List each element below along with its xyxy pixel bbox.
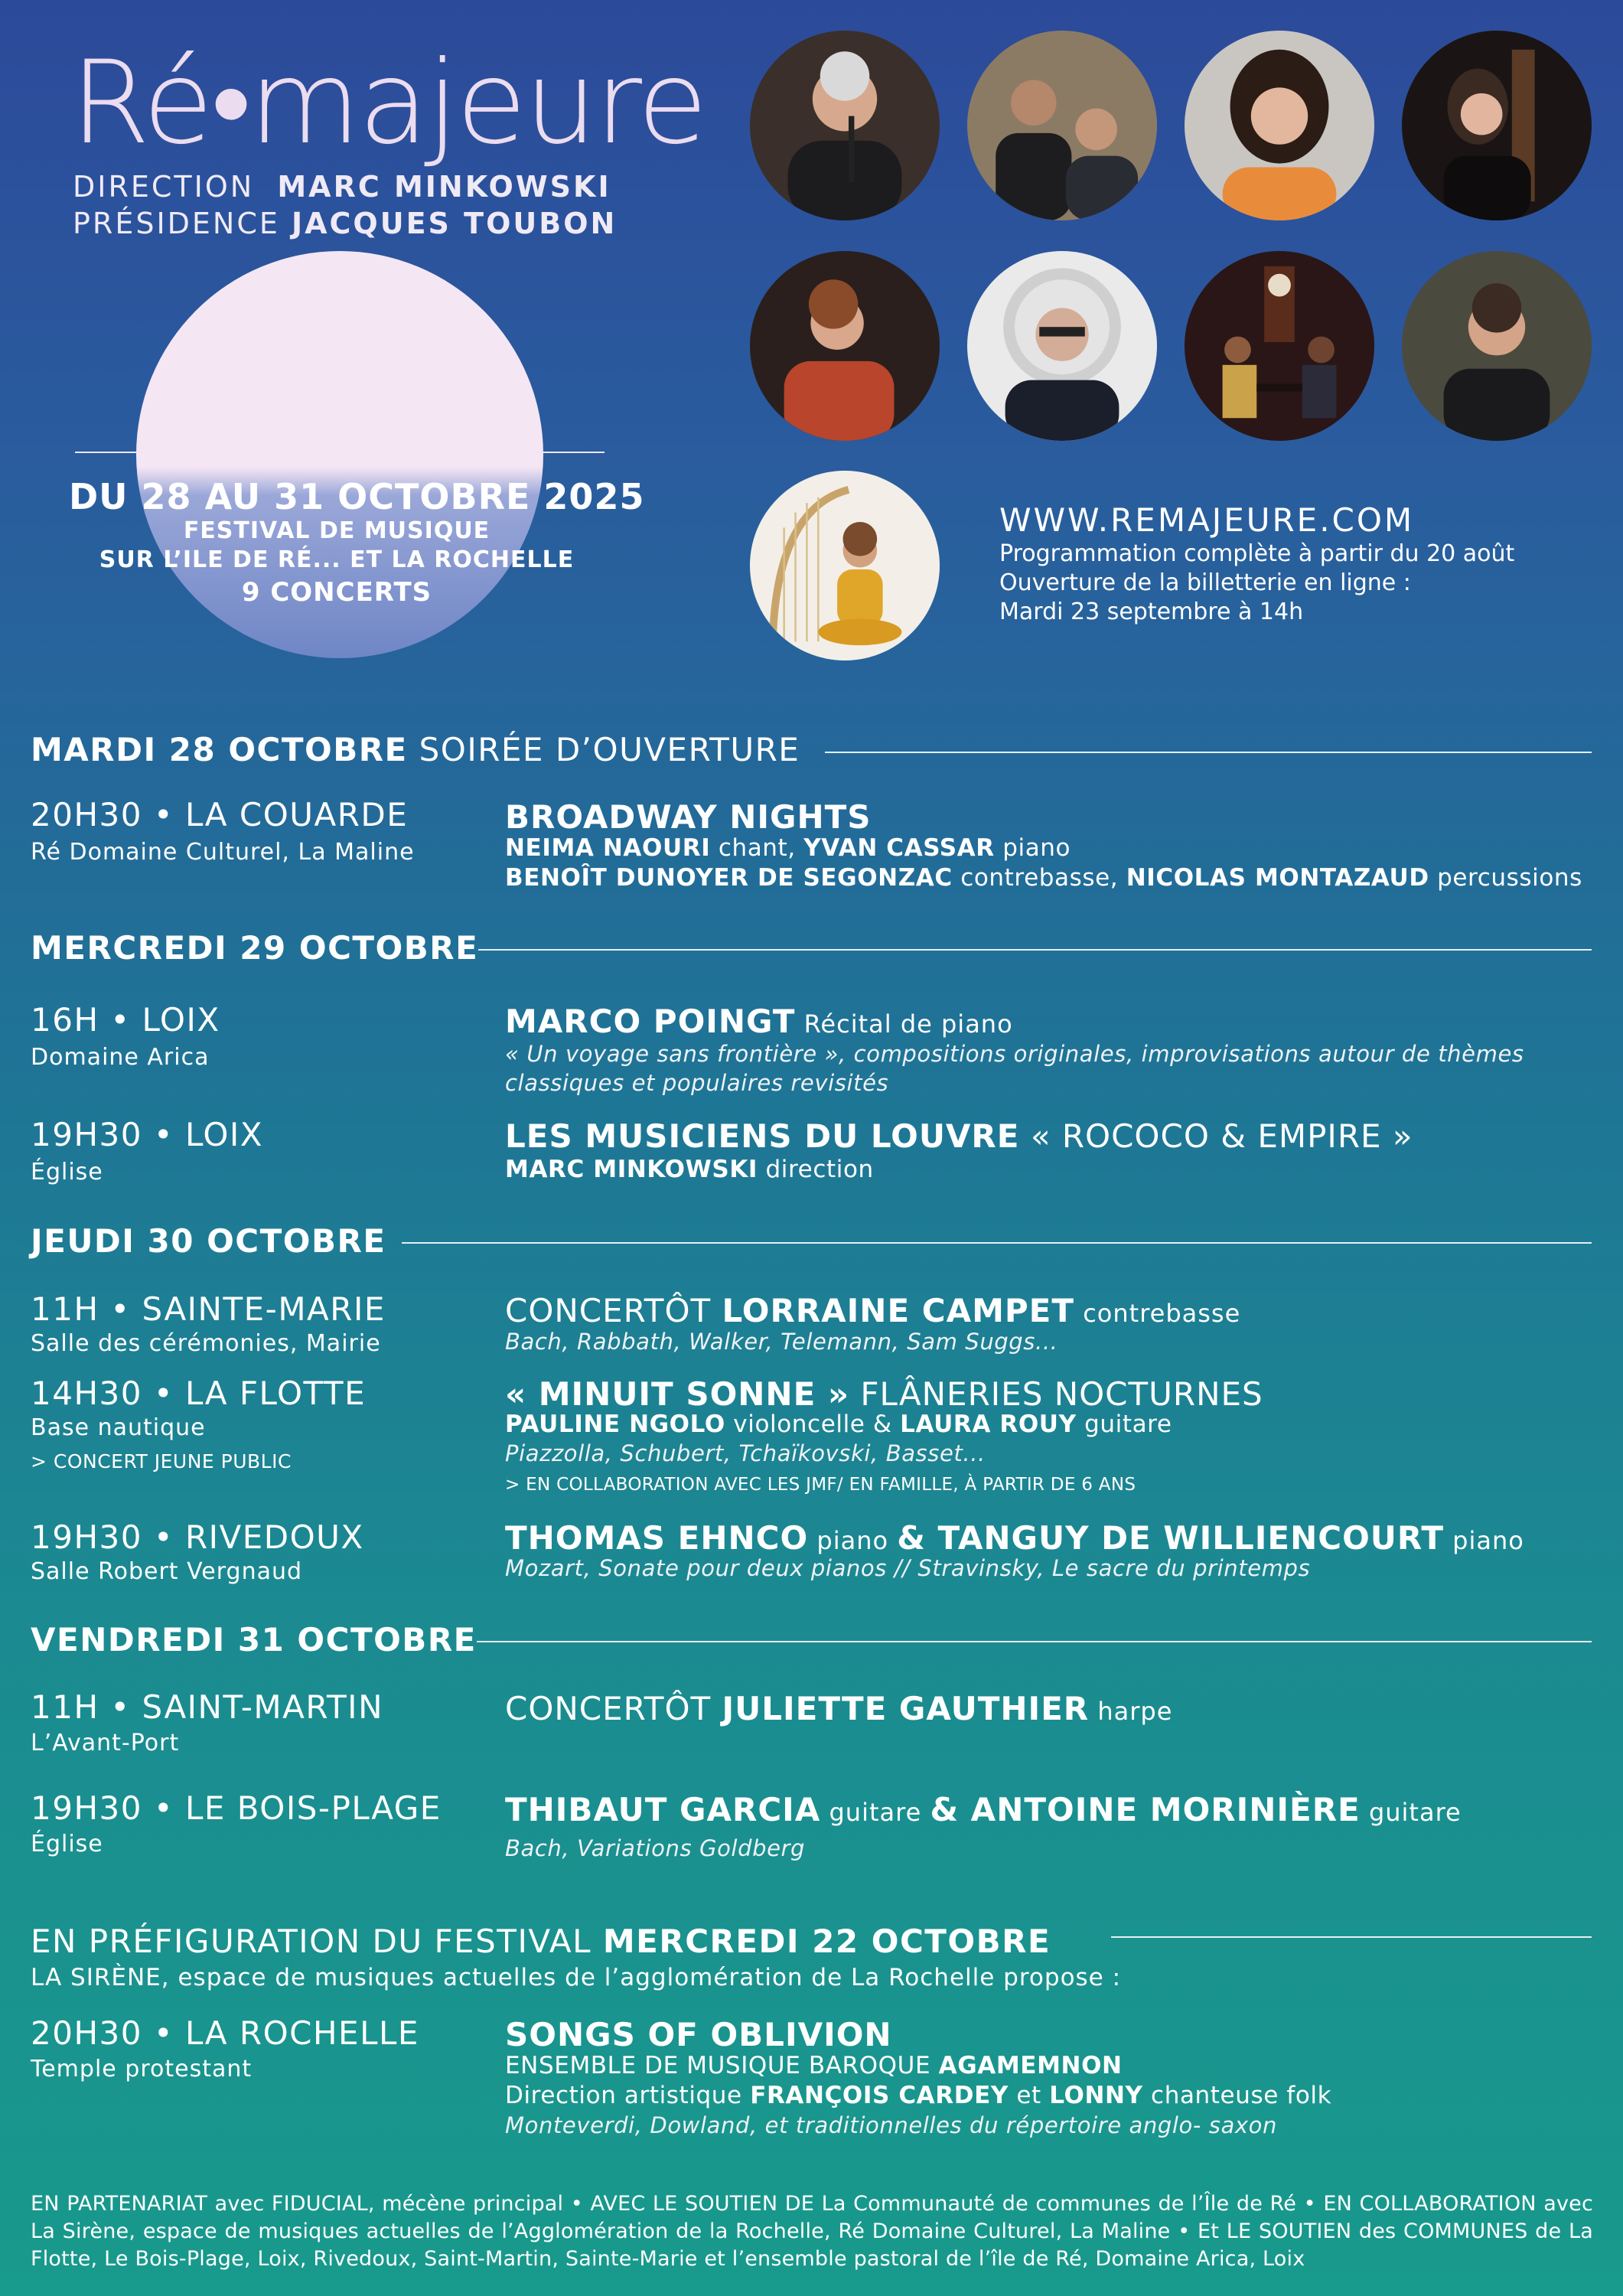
festival-dates: DU 28 AU 31 OCTOBRE 2025 <box>69 476 645 517</box>
concert-venue: Salle des cérémonies, Mairie <box>31 1330 381 1357</box>
day-heading-jeudi: JEUDI 30 OCTOBRE <box>31 1222 386 1260</box>
concert-time: 16H • LOIX <box>31 1001 220 1039</box>
concert-venue: Salle Robert Vergnaud <box>31 1558 303 1585</box>
concert-time: 19H30 • RIVEDOUX <box>31 1518 364 1556</box>
artist-photo-8 <box>1402 251 1592 441</box>
concert-title: LES MUSICIENS DU LOUVRE « ROCOCO & EMPIRE » <box>505 1117 1413 1155</box>
concert-note: > CONCERT JEUNE PUBLIC <box>31 1450 292 1473</box>
day-rule <box>825 752 1592 753</box>
day-heading-prefiguration: EN PRÉFIGURATION DU FESTIVAL MERCREDI 22 OCTOBRE <box>31 1923 1051 1960</box>
concert-performers: BENOÎT DUNOYER DE SEGONZAC contrebasse, NICOLAS MONTAZAUD percussions <box>505 864 1582 892</box>
concert-title: CONCERTÔT JULIETTE GAUTHIER harpe <box>505 1690 1173 1727</box>
artist-photo-7 <box>1185 251 1374 441</box>
artist-photo-3 <box>1185 31 1374 220</box>
concert-time: 19H30 • LOIX <box>31 1116 264 1153</box>
day-rule <box>1111 1936 1592 1938</box>
concert-venue: Ré Domaine Culturel, La Maline <box>31 839 415 866</box>
concert-time: 11H • SAINTE-MARIE <box>31 1290 386 1328</box>
day-heading-mardi: MARDI 28 OCTOBRE SOIRÉE D’OUVERTURE <box>31 731 800 768</box>
concert-time: 20H30 • LA ROCHELLE <box>31 2014 419 2052</box>
concert-description: Monteverdi, Dowland, et traditionnelles du répertoire anglo- saxon <box>505 2112 1277 2138</box>
header-divider <box>75 452 605 453</box>
concert-performers: ENSEMBLE DE MUSIQUE BAROQUE AGAMEMNON <box>505 2052 1123 2079</box>
concert-performers: PAULINE NGOLO violoncelle & LAURA ROUY guitare <box>505 1411 1172 1438</box>
artist-photo-1 <box>750 31 940 220</box>
concert-performers: Direction artistique FRANÇOIS CARDEY et LONNY chanteuse folk <box>505 2082 1332 2109</box>
info-line-2: Ouverture de la billetterie en ligne : <box>999 569 1411 596</box>
concert-title: « MINUIT SONNE » FLÂNERIES NOCTURNES <box>505 1375 1263 1413</box>
day-rule <box>477 1641 1592 1642</box>
day-heading-vendredi: VENDREDI 31 OCTOBRE <box>31 1621 477 1658</box>
concert-title: MARCO POINGT Récital de piano <box>505 1003 1013 1040</box>
info-line-1: Programmation complète à partir du 20 août <box>999 540 1515 567</box>
artist-photo-4 <box>1402 31 1592 220</box>
day-rule <box>478 949 1592 951</box>
partners-footer: EN PARTENARIAT avec FIDUCIAL, mécène principal • AVEC LE SOUTIEN DE La Communauté de communes de l’Île de Ré • EN COLLABORATION avec La Sirène, espace de musiques actuelles de l’Agglomération de la Rochelle, Ré Domaine Culturel, La Maline • Et LE SOUTIEN des COMMUNES de La Flotte, Le Bois-Plage, Loix, Rivedoux, Saint-Martin, Sainte-Marie et l’ensemble pastoral de l’île de Ré, Domaine Arica, Loix <box>31 2192 1593 2271</box>
festival-line-1: FESTIVAL DE MUSIQUE <box>183 517 490 544</box>
concert-time: 14H30 • LA FLOTTE <box>31 1375 367 1412</box>
concert-title: BROADWAY NIGHTS <box>505 798 872 836</box>
concert-performers: NEIMA NAOURI chant, YVAN CASSAR piano <box>505 834 1071 862</box>
concert-time: 11H • SAINT-MARTIN <box>31 1688 383 1726</box>
concert-description: Bach, Rabbath, Walker, Telemann, Sam Suggs... <box>505 1329 1058 1355</box>
concert-title: THOMAS EHNCO piano & TANGUY DE WILLIENCOURT piano <box>505 1519 1524 1557</box>
presidence-line: PRÉSIDENCE JACQUES TOUBON <box>73 207 618 240</box>
concert-venue: Église <box>31 1831 103 1857</box>
concert-venue: Église <box>31 1159 103 1186</box>
concert-description: Bach, Variations Goldberg <box>505 1835 806 1861</box>
website-link[interactable]: WWW.REMAJEURE.COM <box>999 501 1415 539</box>
artist-photo-9 <box>750 471 940 660</box>
concert-description: Mozart, Sonate pour deux pianos // Stravinsky, Le sacre du printemps <box>505 1555 1311 1581</box>
festival-line-2: SUR L’ILE DE RÉ... ET LA ROCHELLE <box>99 546 575 573</box>
prefiguration-intro: LA SIRÈNE, espace de musiques actuelles de l’agglomération de La Rochelle propose : <box>31 1964 1122 1991</box>
concert-description: classiques et populaires revisités <box>505 1070 889 1096</box>
concert-title: CONCERTÔT LORRAINE CAMPET contrebasse <box>505 1292 1241 1329</box>
concert-collaboration: > EN COLLABORATION AVEC LES JMF/ EN FAMILLE, À PARTIR DE 6 ANS <box>505 1475 1136 1495</box>
artist-photo-2 <box>967 31 1157 220</box>
concert-time: 20H30 • LA COUARDE <box>31 796 409 833</box>
festival-logo: Ré•majeure <box>70 37 706 170</box>
concert-title: SONGS OF OBLIVION <box>505 2016 892 2053</box>
concert-venue: Base nautique <box>31 1414 206 1441</box>
concert-performers: MARC MINKOWSKI direction <box>505 1156 874 1183</box>
concert-count: 9 CONCERTS <box>241 577 432 608</box>
day-heading-mercredi: MERCREDI 29 OCTOBRE <box>31 929 479 967</box>
day-rule <box>402 1242 1592 1244</box>
concert-venue: Domaine Arica <box>31 1044 210 1071</box>
artist-photo-6 <box>967 251 1157 441</box>
concert-venue: Temple protestant <box>31 2056 253 2082</box>
concert-venue: L’Avant-Port <box>31 1730 180 1756</box>
info-line-3: Mardi 23 septembre à 14h <box>999 598 1304 625</box>
concert-description: « Un voyage sans frontière », compositions originales, improvisations autour de thèmes <box>505 1041 1524 1067</box>
direction-line: DIRECTION MARC MINKOWSKI <box>73 170 611 204</box>
concert-description: Piazzolla, Schubert, Tchaïkovski, Basset... <box>505 1440 986 1466</box>
concert-title: THIBAUT GARCIA guitare & ANTOINE MORINIÈRE guitare <box>505 1791 1462 1828</box>
concert-time: 19H30 • LE BOIS-PLAGE <box>31 1789 442 1827</box>
artist-photo-5 <box>750 251 940 441</box>
